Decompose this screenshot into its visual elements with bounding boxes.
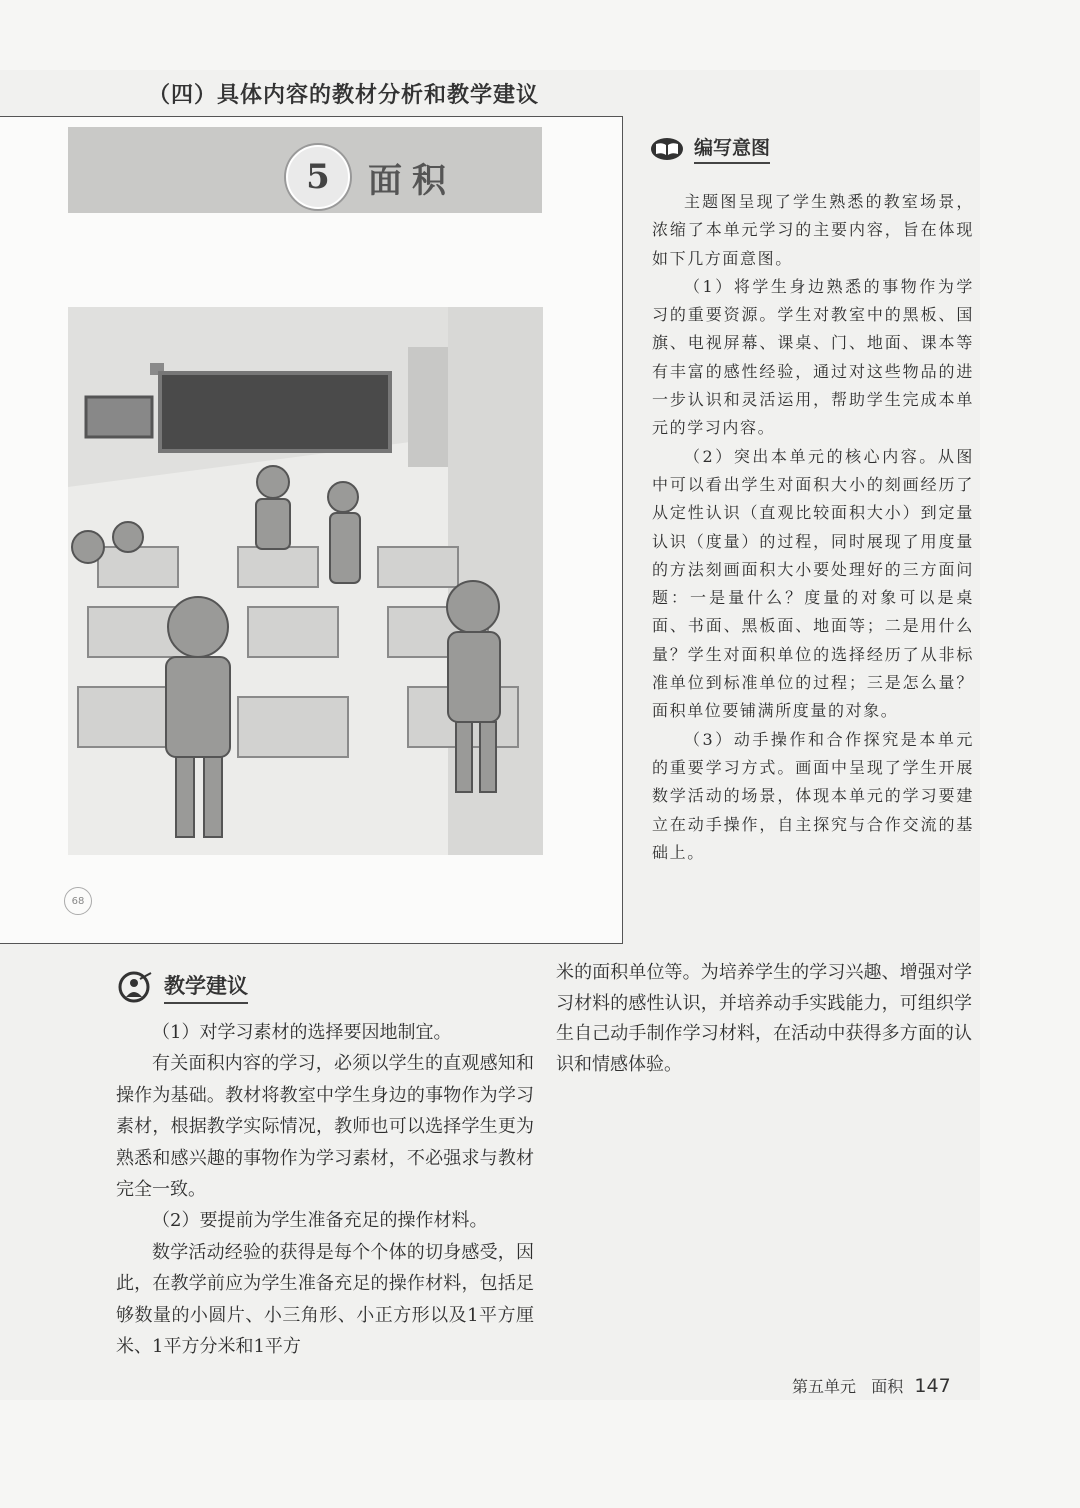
design-intent-label: 编写意图 bbox=[694, 133, 770, 164]
blackboard bbox=[160, 373, 390, 451]
teaching-advice-heading bbox=[118, 970, 248, 1004]
footer-page-number: 147 bbox=[914, 1375, 951, 1397]
teacher-icon bbox=[118, 971, 154, 1003]
advice-right-column bbox=[556, 958, 972, 1080]
section-title: （四）具体内容的教材分析和教学建议 bbox=[148, 83, 540, 108]
footer-unit: 第五单元 bbox=[792, 1377, 857, 1396]
tv-screen bbox=[86, 397, 152, 437]
advice-paragraph: （2）要提前为学生准备充足的操作材料。 bbox=[152, 1210, 488, 1232]
door bbox=[408, 347, 448, 467]
chapter-banner bbox=[68, 127, 542, 213]
page-footer bbox=[792, 1374, 951, 1397]
textbook-page-number: 68 bbox=[64, 887, 92, 915]
advice-paragraph: 有关面积内容的学习，必须以学生的直观感知和操作为基础。教材将教室中学生身边的事物作为学习素材，根据教学实际情况，教师也可以选择学生更为熟悉和感兴趣的事物作为学习素材，不必强求与教材完全一致。 bbox=[116, 1053, 534, 1201]
open-book-icon bbox=[650, 137, 684, 161]
sidebar-paragraph: （2）突出本单元的核心内容。从图中可以看出学生对面积大小的刻画经历了从定性认识（直观比较面积大小）到定量认识（度量）的过程，同时展现了用度量的方法刻画面积大小要处理好的三方面问题：一是量什么？度量的对象可以是桌面、书面、黑板面、地面等；二是用什么量？学生对面积单位的选择经历了从非标准单位到标准单位的过程；三是怎么量？面积单位要铺满所度量的对象。 bbox=[652, 446, 974, 721]
sidebar-paragraph: 主题图呈现了学生熟悉的教室场景，浓缩了本单元学习的主要内容，旨在体现如下几方面意图。 bbox=[652, 192, 974, 268]
classroom-illustration bbox=[68, 307, 543, 855]
sidebar-paragraph: （1）将学生身边熟悉的事物作为学习的重要资源。学生对教室中的黑板、国旗、电视屏幕、课桌、门、地面、课本等有丰富的感性经验，通过对这些物品的进一步认识和灵活运用，帮助学生完成本单元的学习内容。 bbox=[652, 276, 974, 438]
advice-paragraph: （1）对学习素材的选择要因地制宜。 bbox=[152, 1022, 452, 1043]
teaching-advice-label: 教学建议 bbox=[164, 970, 248, 1004]
chapter-number-badge: 5 bbox=[286, 145, 350, 209]
design-intent-body bbox=[652, 188, 974, 867]
sidebar-paragraph: （3）动手操作和合作探究是本单元的重要学习方式。画面中呈现了学生开展数学活动的场景，体现本单元的学习要建立在动手操作，自主探究与合作交流的基础上。 bbox=[652, 729, 974, 862]
advice-paragraph: 数学活动经验的获得是每个个体的切身感受，因此，在教学前应为学生准备充足的操作材料，包括足够数量的小圆片、小三角形、小正方形以及1平方厘米、1平方分米和1平方 bbox=[116, 1241, 534, 1358]
textbook-page-image bbox=[0, 116, 623, 944]
footer-topic: 面积 bbox=[871, 1377, 904, 1396]
design-intent-heading bbox=[650, 133, 770, 164]
chapter-title: 面积 bbox=[368, 161, 456, 201]
advice-left-column bbox=[116, 1017, 534, 1362]
advice-paragraph-continued: 米的面积单位等。为培养学生的学习兴趣、增强对学习材料的感性认识，并培养动手实践能力，可组织学生自己动手制作学习材料，在活动中获得多方面的认识和情感体验。 bbox=[556, 962, 972, 1075]
